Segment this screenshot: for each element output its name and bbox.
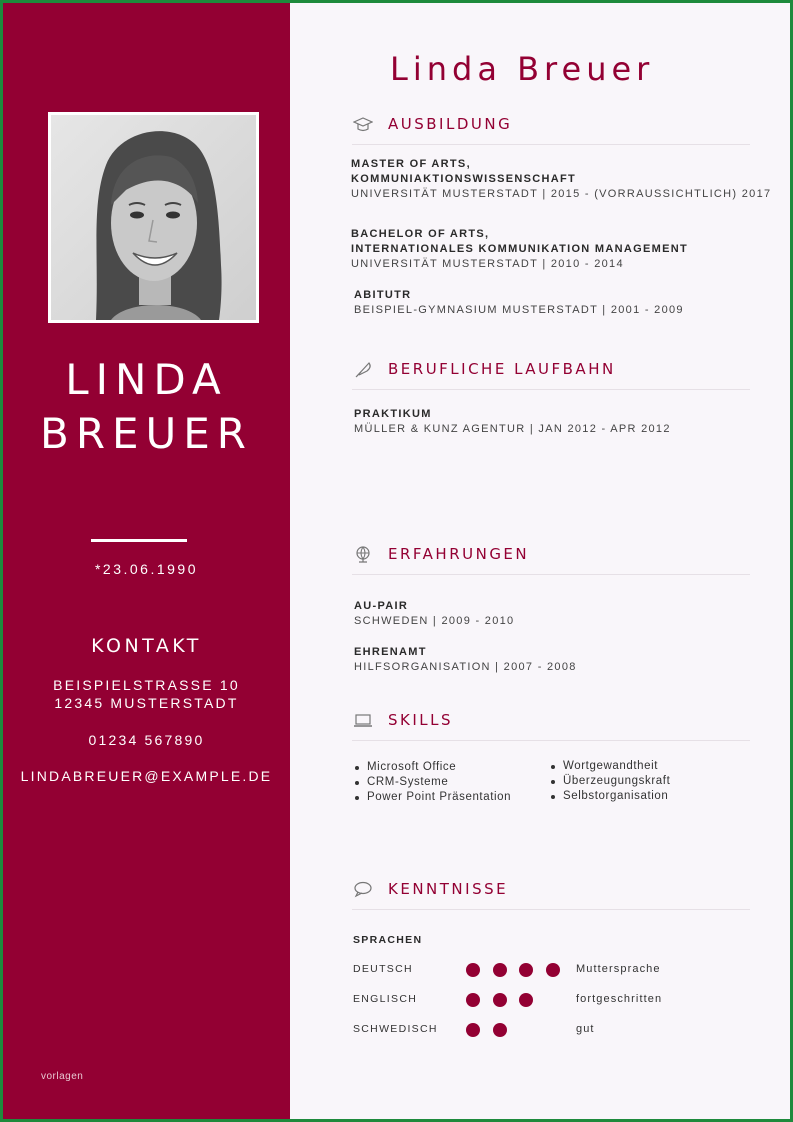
language-level: gut — [576, 1023, 595, 1035]
name-divider — [91, 539, 187, 542]
section-title: BERUFLICHE LAUFBAHN — [388, 360, 616, 378]
skills-list-right — [549, 759, 670, 804]
entry-subtitle: UNIVERSITÄT MUSTERSTADT | 2010 - 2014 — [351, 258, 624, 270]
entry-subtitle: MÜLLER & KUNZ AGENTUR | JAN 2012 - APR 2012 — [354, 423, 671, 435]
career-entry — [354, 407, 671, 437]
section-rule — [352, 740, 750, 741]
language-level: Muttersprache — [576, 963, 661, 975]
language-name: ENGLISCH — [353, 993, 418, 1005]
watermark-text: vorlagen — [41, 1071, 84, 1082]
section-rule — [352, 909, 750, 910]
skill-item: Wortgewandtheit — [549, 759, 670, 774]
entry-subtitle: HILFSORGANISATION | 2007 - 2008 — [354, 661, 577, 673]
skill-item: CRM-Systeme — [353, 775, 511, 790]
language-row — [353, 1023, 683, 1039]
entry-title: MASTER OF ARTS, — [351, 158, 471, 170]
education-entry — [351, 227, 688, 272]
rating-dot — [519, 963, 533, 977]
rating-dot — [466, 1023, 480, 1037]
section-laufbahn — [352, 358, 750, 380]
entry-subtitle: SCHWEDEN | 2009 - 2010 — [354, 615, 515, 627]
entry-subtitle: UNIVERSITÄT MUSTERSTADT | 2015 - (VORRAUSSICHTLICH) 2017 — [351, 188, 772, 200]
rating-dot — [546, 963, 560, 977]
section-rule — [352, 144, 750, 145]
skills-list-left — [353, 760, 511, 805]
language-name: DEUTSCH — [353, 963, 413, 975]
entry-subtitle: BEISPIEL-GYMNASIUM MUSTERSTADT | 2001 - 2009 — [354, 304, 684, 316]
language-rating — [466, 993, 576, 1007]
page-title: Linda Breuer — [390, 50, 655, 88]
language-rating — [466, 1023, 576, 1037]
skill-item: Power Point Präsentation — [353, 790, 511, 805]
feather-pen-icon — [352, 360, 374, 378]
contact-street: BEISPIELSTRASSE 10 — [53, 677, 240, 693]
section-rule — [352, 574, 750, 575]
experience-entry — [354, 599, 514, 629]
portrait-image — [51, 115, 256, 320]
education-entry — [354, 288, 684, 318]
skill-item: Selbstorganisation — [549, 789, 670, 804]
section-rule — [352, 389, 750, 390]
rating-dot — [466, 993, 480, 1007]
skill-item: Microsoft Office — [353, 760, 511, 775]
language-row — [353, 993, 683, 1009]
language-level: fortgeschritten — [576, 993, 663, 1005]
sidebar-name — [3, 353, 290, 461]
entry-title: AU-PAIR — [354, 600, 409, 612]
education-entry — [351, 157, 771, 202]
entry-title: EHRENAMT — [354, 646, 427, 658]
rating-dot — [493, 993, 507, 1007]
rating-dot — [466, 963, 480, 977]
section-title: SKILLS — [388, 711, 454, 729]
language-rating — [466, 963, 576, 977]
section-title: AUSBILDUNG — [388, 115, 513, 133]
entry-title: PRAKTIKUM — [354, 408, 432, 420]
contact-heading: KONTAKT — [91, 635, 202, 657]
rating-dot — [493, 963, 507, 977]
main-content — [290, 3, 793, 1119]
entry-title: ABITUTR — [354, 289, 412, 301]
graduation-cap-icon — [352, 115, 374, 133]
contact-phone[interactable]: 01234 567890 — [88, 732, 205, 748]
birthdate: *23.06.1990 — [94, 561, 199, 577]
first-name: LINDA — [65, 355, 228, 404]
language-row — [353, 963, 683, 979]
section-ausbildung — [352, 113, 750, 135]
last-name: BREUER — [40, 409, 253, 458]
sidebar — [3, 3, 290, 1119]
section-erfahrungen — [352, 543, 750, 565]
globe-icon — [352, 545, 374, 563]
entry-title: BACHELOR OF ARTS, — [351, 228, 490, 240]
profile-photo — [48, 112, 259, 323]
contact-email[interactable]: LINDABREUER@EXAMPLE.DE — [20, 768, 273, 784]
skill-item: Überzeugungskraft — [549, 774, 670, 789]
rating-dot — [519, 993, 533, 1007]
section-kenntnisse — [352, 878, 750, 900]
languages-heading: SPRACHEN — [353, 934, 423, 946]
section-title: ERFAHRUNGEN — [388, 545, 530, 563]
contact-city: 12345 MUSTERSTADT — [54, 695, 239, 711]
experience-entry — [354, 645, 577, 675]
language-name: SCHWEDISCH — [353, 1023, 438, 1035]
entry-title: KOMMUNIAKTIONSWISSENSCHAFT — [351, 173, 577, 185]
laptop-icon — [352, 711, 374, 729]
section-title: KENNTNISSE — [388, 880, 509, 898]
speech-bubble-icon — [352, 880, 374, 898]
entry-title: INTERNATIONALES KOMMUNIKATION MANAGEMENT — [351, 243, 688, 255]
section-skills — [352, 709, 750, 731]
rating-dot — [493, 1023, 507, 1037]
